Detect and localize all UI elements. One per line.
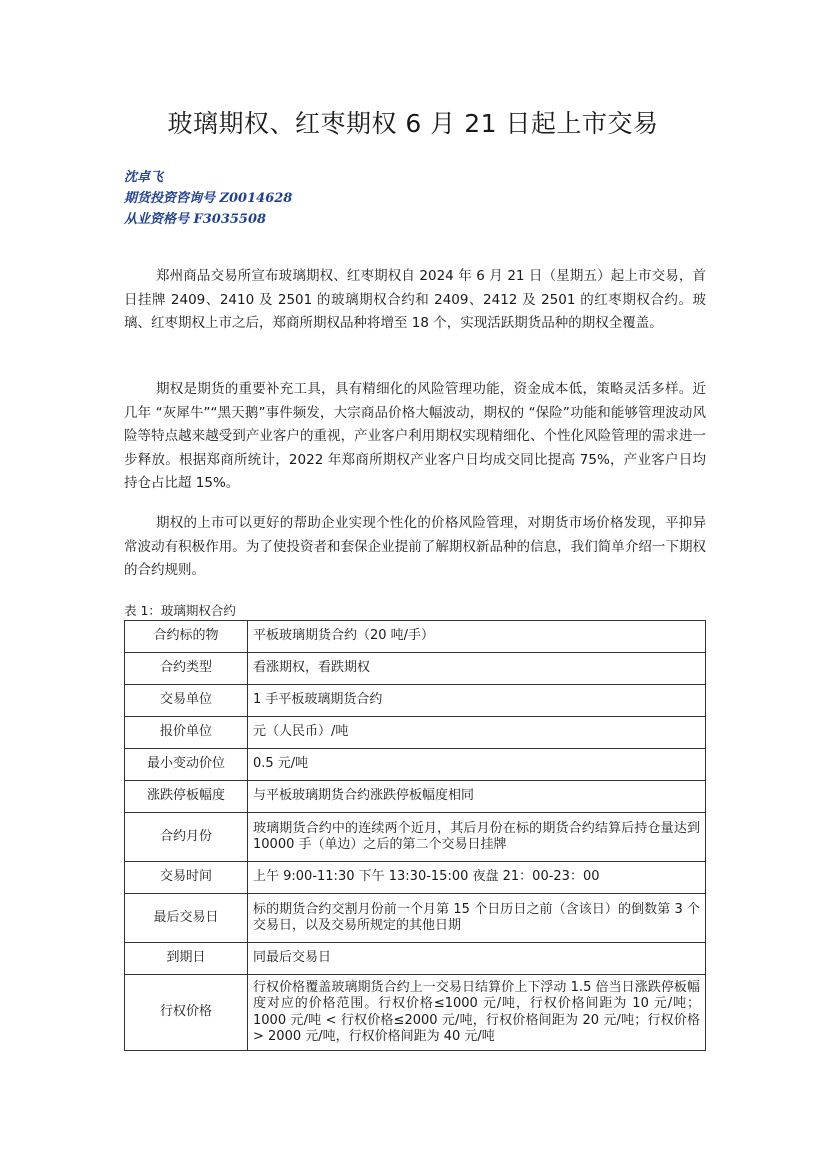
row-value: 同最后交易日 [248,943,706,975]
table-row [125,975,706,1051]
table-row [125,717,706,749]
row-label: 交易单位 [125,685,248,717]
row-label: 到期日 [125,943,248,975]
table-row [125,943,706,975]
row-value: 上午 9:00-11:30 下午 13:30-15:00 夜盘 21：00-23：00 [248,862,706,894]
table-row [125,621,706,653]
table-row [125,685,706,717]
paragraph-listing-announcement: 郑州商品交易所宣布玻璃期权、红枣期权自 2024 年 6 月 21 日（星期五）起上市交易，首日挂牌 2409、2410 及 2501 的玻璃期权合约和 2409、2412 及 2501 的红枣期权合约。玻璃、红枣期权上市之后，郑商所期权品种将增至 18 个，实现活跃期货品种的期权全覆盖。 [124,268,706,331]
paragraph-option-benefits: 期权是期货的重要补充工具，具有精细化的风险管理功能，资金成本低，策略灵活多样。近几年 “灰犀牛”“黑天鹅”事件频发，大宗商品价格大幅波动，期权的 “保险”功能和能够管理波动风险等特点越来越受到产业客户的重视，产业客户利用期权实现精细化、个性化风险管理的需求进一步释放。根据郑商所统计，2022 年郑商所期权产业客户日均成交同比提高 75%，产业客户日均持仓占比超 15%。 [124,381,706,491]
row-label: 交易时间 [125,862,248,894]
row-value: 平板玻璃期货合约（20 吨/手） [248,621,706,653]
paragraph-introduction: 期权的上市可以更好的帮助企业实现个性化的价格风险管理，对期货市场价格发现，平抑异常波动有积极作用。为了使投资者和套保企业提前了解期权新品种的信息，我们简单介绍一下期权的合约规则。 [124,515,706,578]
table-row [125,781,706,813]
row-label: 最后交易日 [125,894,248,943]
table-caption: 表 1：玻璃期权合约 [124,603,236,618]
row-label: 合约类型 [125,653,248,685]
row-label: 合约标的物 [125,621,248,653]
author-name: 沈卓飞 [124,170,164,185]
table-row [125,653,706,685]
row-value: 玻璃期货合约中的连续两个近月，其后月份在标的期货合约结算后持仓量达到 10000 手（单边）之后的第二个交易日挂牌 [248,813,706,862]
table-row [125,749,706,781]
row-value: 与平板玻璃期货合约涨跌停板幅度相同 [248,781,706,813]
glass-option-contract-table [124,620,706,1051]
row-value: 标的期货合约交割月份前一个月第 15 个日历日之前（含该日）的倒数第 3 个交易日，以及交易所规定的其他日期 [248,894,706,943]
consult-number: 期货投资咨询号 Z0014628 [124,191,293,206]
row-label: 报价单位 [125,717,248,749]
author-block [124,167,292,230]
row-value: 行权价格覆盖玻璃期货合约上一交易日结算价上下浮动 1.5 倍当日涨跌停板幅度对应的价格范围。行权价格≤1000 元/吨，行权价格间距为 10 元/吨；1000 元/吨 < 行权价格≤2000 元/吨，行权价格间距为 20 元/吨；行权价格 > 2000 元/吨，行权价格间距为 40 元/吨 [248,975,706,1051]
row-value: 1 手平板玻璃期货合约 [248,685,706,717]
table-row [125,813,706,862]
row-label: 涨跌停板幅度 [125,781,248,813]
table-row [125,862,706,894]
table-row [125,894,706,943]
row-value: 看涨期权，看跌期权 [248,653,706,685]
row-label: 合约月份 [125,813,248,862]
document-title: 玻璃期权、红枣期权 6 月 21 日起上市交易 [167,109,659,138]
row-value: 元（人民币）/吨 [248,717,706,749]
row-label: 最小变动价位 [125,749,248,781]
row-value: 0.5 元/吨 [248,749,706,781]
license-number: 从业资格号 F3035508 [124,212,267,227]
row-label: 行权价格 [125,975,248,1051]
